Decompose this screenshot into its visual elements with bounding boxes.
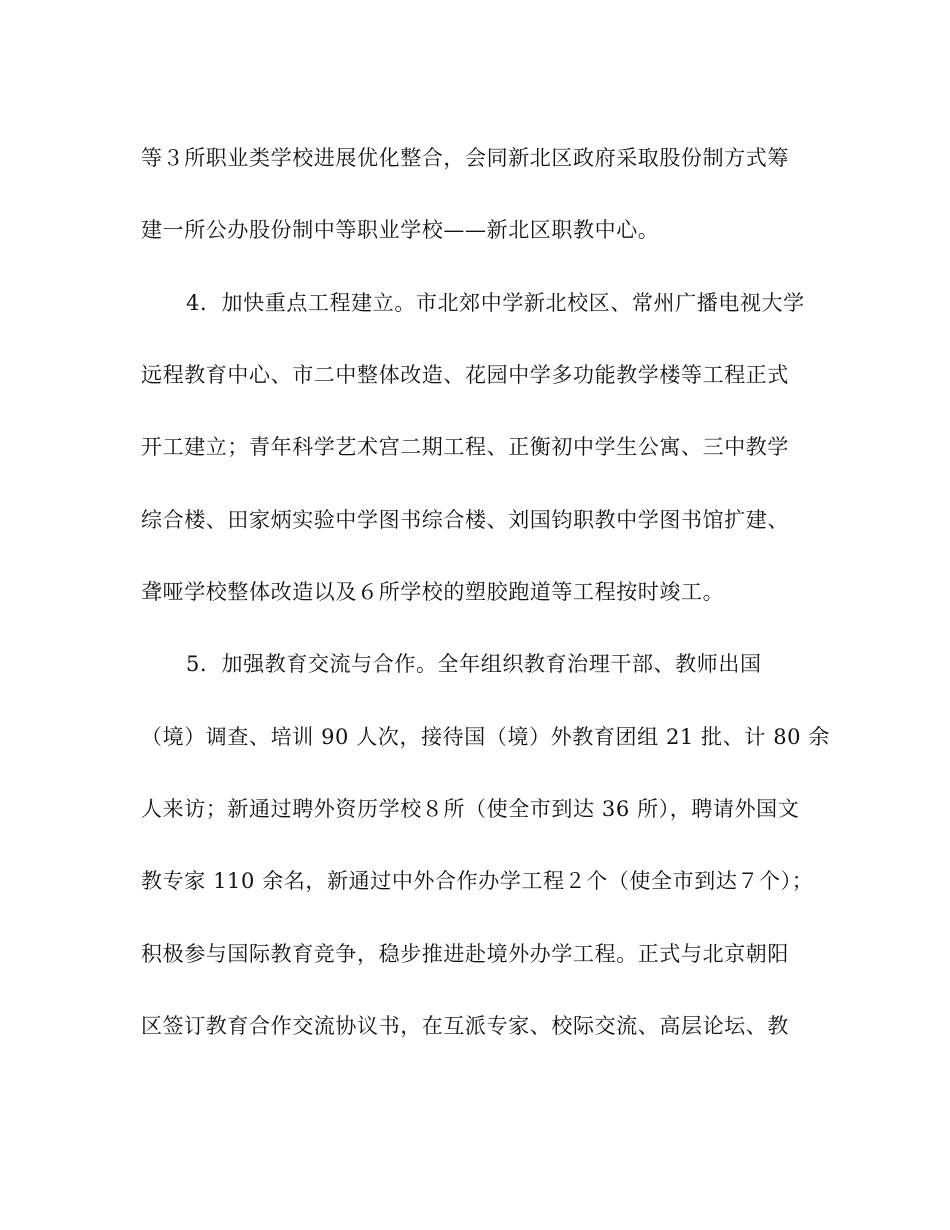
text-line-11: 教专家 110 余名，新通过中外合作办学工程２个（使全市到达７个）；: [141, 869, 814, 893]
text-line-9: （境）调查、培训 90 人次，接待国（境）外教育团组 21 批、计 80 余: [141, 725, 831, 749]
text-line-5: 开工建立；青年科学艺术宫二期工程、正衡初中学生公寓、三中教学: [141, 435, 789, 459]
text-line-13: 区签订教育合作交流协议书，在互派专家、校际交流、高层论坛、教: [141, 1014, 789, 1038]
paragraph-4-start: 4．加快重点工程建立。市北郊中学新北校区、常州广播电视大学: [186, 291, 805, 315]
text-line-2: 建一所公办股份制中等职业学校——新北区职教中心。: [141, 218, 660, 242]
text-line-6: 综合楼、田家炳实验中学图书综合楼、刘国钧职教中学图书馆扩建、: [141, 508, 789, 532]
text-line-1: 等３所职业类学校进展优化整合，会同新北区政府采取股份制方式筹: [141, 146, 789, 170]
text-line-10: 人来访；新通过聘外资历学校８所（使全市到达 36 所），聘请外国文: [141, 797, 800, 821]
paragraph-5-start: 5．加强教育交流与合作。全年组织教育治理干部、教师出国: [186, 652, 762, 676]
text-line-12: 积极参与国际教育竞争，稳步推进赴境外办学工程。正式与北京朝阳: [141, 942, 789, 966]
text-line-7: 聋哑学校整体改造以及６所学校的塑胶跑道等工程按时竣工。: [141, 580, 725, 604]
text-line-4: 远程教育中心、市二中整体改造、花园中学多功能教学楼等工程正式: [141, 363, 789, 387]
